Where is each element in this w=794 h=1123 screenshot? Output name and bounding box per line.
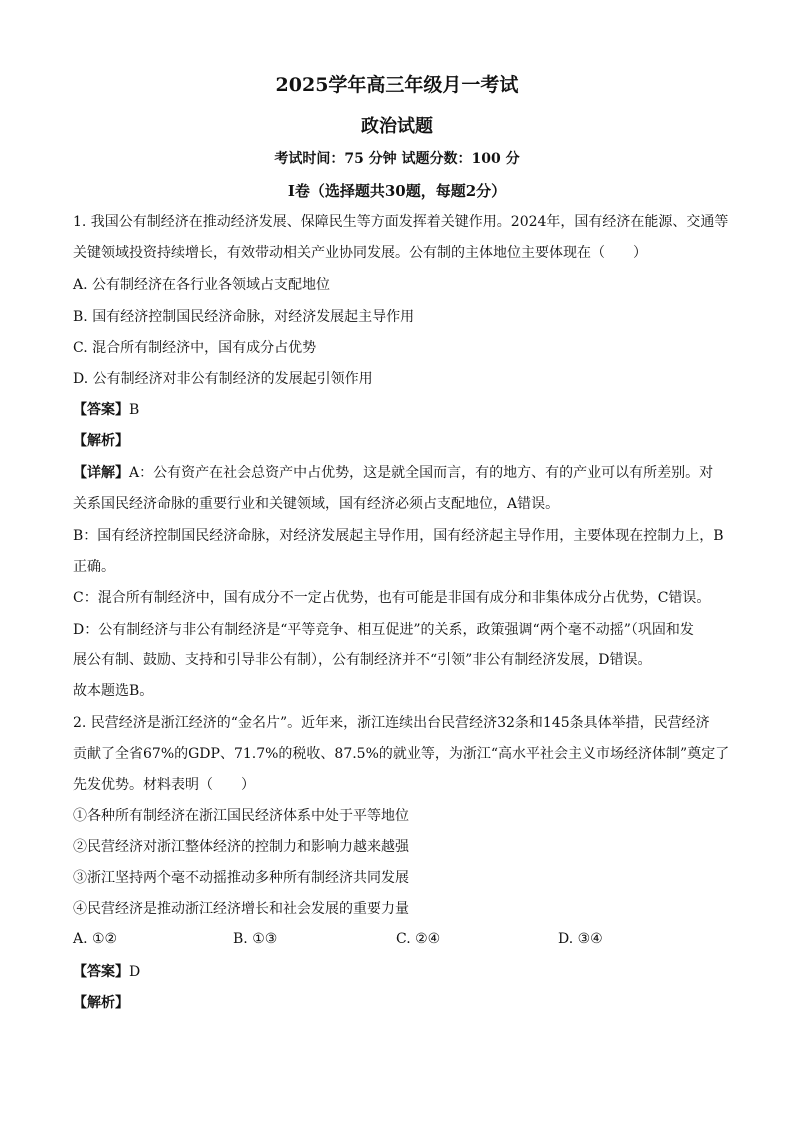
q2-item-2: ②民营经济对浙江整体经济的控制力和影响力越来越强 xyxy=(73,839,409,855)
q1-detail-line-5: C：混合所有制经济中，国有成分不一定占优势，也有可能是非国有成分和非集体成分占优势，C错误。 xyxy=(73,590,711,606)
q2-item-3: ③浙江坚持两个毫不动摇推动多种所有制经济共同发展 xyxy=(73,870,409,886)
q1-option-a: A. 公有制经济在各行业各领域占支配地位 xyxy=(73,277,331,293)
q2-analysis-label xyxy=(73,993,723,1013)
exam-info: 考试时间：75 分钟 试题分数：100 分 xyxy=(274,151,520,167)
q2-option-c: C. ②④ xyxy=(396,931,441,947)
q2-item-4: ④民营经济是推动浙江经济增长和社会发展的重要力量 xyxy=(73,901,409,917)
analysis-label: 【解析】 xyxy=(73,433,129,449)
q1-conclusion: 故本题选B。 xyxy=(73,683,154,699)
q1-option-d: D. 公有制经济对非公有制经济的发展起引领作用 xyxy=(73,371,373,387)
q2-stem-line-2: 贡献了全省67%的GDP、71.7%的税收、87.5%的就业等，为浙江“高水平社会主义市场经济体制”奠定了 xyxy=(73,746,730,762)
q1-analysis-label xyxy=(73,431,723,451)
q2-option-d: D. ③④ xyxy=(558,931,603,947)
q1-option-b: B. 国有经济控制国民经济命脉，对经济发展起主导作用 xyxy=(73,309,415,325)
q2-item-1: ①各种所有制经济在浙江国民经济体系中处于平等地位 xyxy=(73,808,409,824)
q1-detail-line-1 xyxy=(73,463,723,483)
answer-label: 【答案】 xyxy=(73,964,129,980)
q2-answer xyxy=(73,962,723,982)
q2-option-a: A. ①② xyxy=(73,931,118,947)
subject-title: 政治试题 xyxy=(361,116,433,137)
q1-detail-line-2: 关系国民经济命脉的重要行业和关键领域，国有经济必须占支配地位，A错误。 xyxy=(73,496,560,512)
answer-value: D xyxy=(129,964,141,980)
q2-stem-line-1: 2. 民营经济是浙江经济的“金名片”。近年来，浙江连续出台民营经济32条和145条具体举措，民营经济 xyxy=(73,715,710,731)
exam-title: 2025学年高三年级月一考试 xyxy=(275,74,519,96)
q1-detail-line-4: 正确。 xyxy=(73,559,115,575)
section-heading: Ⅰ卷（选择题共30题，每题2分） xyxy=(287,182,507,200)
detail-label: 【详解】 xyxy=(73,465,129,481)
q1-detail-line-6: D：公有制经济与非公有制经济是“平等竞争、相互促进”的关系，政策强调“两个毫不动摇”（巩固和发 xyxy=(73,622,694,638)
q1-stem-line-2: 关键领域投资持续增长，有效带动相关产业协同发展。公有制的主体地位主要体现在（ ） xyxy=(73,245,647,261)
q1-answer xyxy=(73,400,723,420)
answer-value: B xyxy=(129,402,140,418)
analysis-label: 【解析】 xyxy=(73,995,129,1011)
q1-stem-line-1: 1. 我国公有制经济在推动经济发展、保障民生等方面发挥着关键作用。2024年，国有经济在能源、交通等 xyxy=(73,214,729,230)
q1-option-c: C. 混合所有制经济中，国有成分占优势 xyxy=(73,340,317,356)
q1-detail-line-3: B：国有经济控制国民经济命脉，对经济发展起主导作用，国有经济起主导作用，主要体现在控制力上，B xyxy=(73,528,724,544)
q1-detail-line-7: 展公有制、鼓励、支持和引导非公有制），公有制经济并不“引领”非公有制经济发展，D错误。 xyxy=(73,652,652,668)
detail-text: A：公有资产在社会总资产中占优势，这是就全国而言，有的地方、有的产业可以有所差别。对 xyxy=(129,465,714,481)
answer-label: 【答案】 xyxy=(73,402,129,418)
q2-option-b: B. ①③ xyxy=(233,931,278,947)
q2-stem-line-3: 先发优势。材料表明（ ） xyxy=(73,777,255,793)
